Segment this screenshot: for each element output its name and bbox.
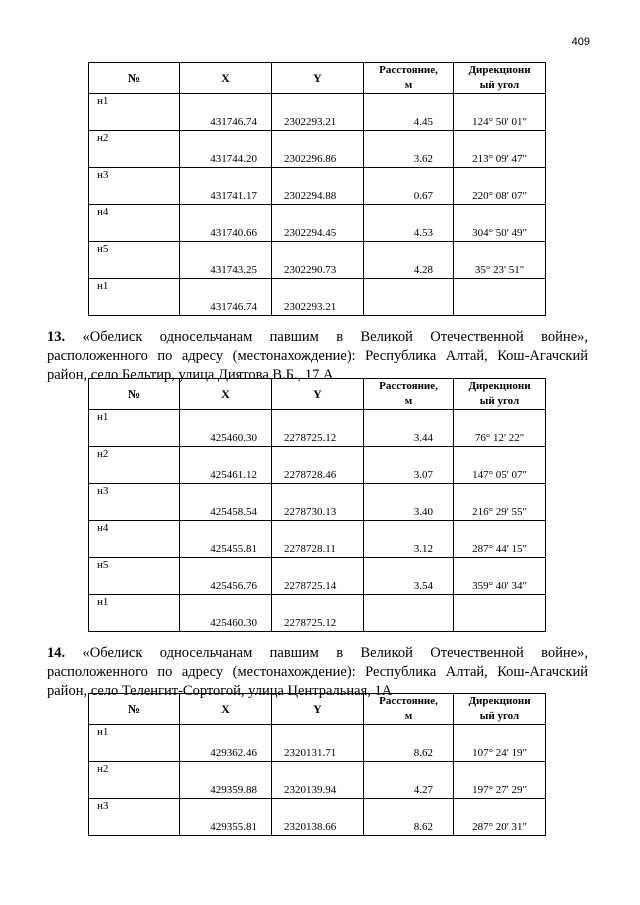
distance-cell: 4.45 (364, 94, 454, 131)
x-coordinate-cell: 425461.12 (180, 447, 272, 484)
table-row (89, 484, 546, 521)
distance-cell: 3.44 (364, 410, 454, 447)
coordinates-table-2 (88, 378, 546, 632)
header-direction-angle: Дирекциони ый угол (454, 379, 546, 410)
table-row (89, 521, 546, 558)
header-distance: Расстояние, м (364, 63, 454, 94)
direction-angle-cell: 287° 20' 31" (454, 799, 546, 836)
x-coordinate-cell: 429359.88 (180, 762, 272, 799)
table-header-row (89, 379, 546, 410)
table-row (89, 725, 546, 762)
x-coordinate-cell: 425455.81 (180, 521, 272, 558)
direction-angle-cell (454, 595, 546, 632)
distance-cell (364, 595, 454, 632)
header-direction-angle: Дирекциони ый угол (454, 694, 546, 725)
point-label-cell: н3 (89, 168, 180, 205)
table-row (89, 94, 546, 131)
point-label-cell: н1 (89, 725, 180, 762)
table-row (89, 447, 546, 484)
table-row (89, 279, 546, 316)
table-row (89, 410, 546, 447)
direction-angle-cell: 220° 08' 07" (454, 168, 546, 205)
x-coordinate-cell: 431746.74 (180, 94, 272, 131)
table-row (89, 558, 546, 595)
header-y: Y (272, 379, 364, 410)
x-coordinate-cell: 429355.81 (180, 799, 272, 836)
x-coordinate-cell: 431746.74 (180, 279, 272, 316)
y-coordinate-cell: 2302294.88 (272, 168, 364, 205)
distance-cell: 8.62 (364, 799, 454, 836)
distance-cell: 4.53 (364, 205, 454, 242)
coordinates-table-1 (88, 62, 546, 316)
direction-angle-cell: 124° 50' 01" (454, 94, 546, 131)
distance-cell: 3.12 (364, 521, 454, 558)
direction-angle-cell: 76° 12' 22" (454, 410, 546, 447)
point-label-cell: н1 (89, 410, 180, 447)
direction-angle-cell: 213° 09' 47" (454, 131, 546, 168)
x-coordinate-cell: 425460.30 (180, 410, 272, 447)
x-coordinate-cell: 429362.46 (180, 725, 272, 762)
distance-cell: 3.07 (364, 447, 454, 484)
point-label-cell: н4 (89, 205, 180, 242)
table-row (89, 595, 546, 632)
header-y: Y (272, 694, 364, 725)
point-label-cell: н1 (89, 94, 180, 131)
distance-cell: 3.62 (364, 131, 454, 168)
table-header-row (89, 694, 546, 725)
distance-cell: 4.27 (364, 762, 454, 799)
x-coordinate-cell: 431740.66 (180, 205, 272, 242)
point-label-cell: н1 (89, 595, 180, 632)
point-label-cell: н2 (89, 447, 180, 484)
point-label-cell: н1 (89, 279, 180, 316)
distance-cell (364, 279, 454, 316)
header-num: № (89, 694, 180, 725)
y-coordinate-cell: 2320139.94 (272, 762, 364, 799)
header-distance: Расстояние, м (364, 694, 454, 725)
header-x: X (180, 379, 272, 410)
y-coordinate-cell: 2320131.71 (272, 725, 364, 762)
point-label-cell: н3 (89, 484, 180, 521)
table-row (89, 762, 546, 799)
table-row (89, 242, 546, 279)
section-14-text: 14. «Обелиск односельчанам павшим в Великой Отечественной войне», расположенного по адресу (местонахождение): Республика Алтай, Кош-Агачский район, село Теленгит-Сортогой, улица Центральная, 1А (47, 645, 588, 699)
section-14-number: 14. (47, 645, 66, 661)
y-coordinate-cell: 2302290.73 (272, 242, 364, 279)
x-coordinate-cell: 425456.76 (180, 558, 272, 595)
y-coordinate-cell: 2320138.66 (272, 799, 364, 836)
direction-angle-cell: 197° 27' 29" (454, 762, 546, 799)
direction-angle-cell: 304° 50' 49" (454, 205, 546, 242)
direction-angle-cell: 35° 23' 51" (454, 242, 546, 279)
point-label-cell: н4 (89, 521, 180, 558)
table-row (89, 131, 546, 168)
header-y: Y (272, 63, 364, 94)
table-header-row (89, 63, 546, 94)
x-coordinate-cell: 431741.17 (180, 168, 272, 205)
direction-angle-cell: 147° 05' 07" (454, 447, 546, 484)
header-direction-angle: Дирекциони ый угол (454, 63, 546, 94)
x-coordinate-cell: 431743.25 (180, 242, 272, 279)
y-coordinate-cell: 2278725.12 (272, 595, 364, 632)
table-row (89, 205, 546, 242)
header-x: X (180, 63, 272, 94)
y-coordinate-cell: 2278730.13 (272, 484, 364, 521)
direction-angle-cell: 107° 24' 19" (454, 725, 546, 762)
table-row (89, 799, 546, 836)
y-coordinate-cell: 2278728.46 (272, 447, 364, 484)
direction-angle-cell (454, 279, 546, 316)
section-13-number: 13. (47, 329, 66, 345)
point-label-cell: н3 (89, 799, 180, 836)
distance-cell: 4.28 (364, 242, 454, 279)
direction-angle-cell: 359° 40' 34" (454, 558, 546, 595)
header-distance: Расстояние, м (364, 379, 454, 410)
y-coordinate-cell: 2278725.12 (272, 410, 364, 447)
distance-cell: 8.62 (364, 725, 454, 762)
x-coordinate-cell: 431744.20 (180, 131, 272, 168)
x-coordinate-cell: 425460.30 (180, 595, 272, 632)
section-13-text: 13. «Обелиск односельчанам павшим в Великой Отечественной войне», расположенного по адресу (местонахождение): Республика Алтай, Кош-Агачский район, село Бельтир, улица Диятова В.Б., 17 А (47, 329, 588, 383)
table-row (89, 168, 546, 205)
x-coordinate-cell: 425458.54 (180, 484, 272, 521)
point-label-cell: н5 (89, 558, 180, 595)
y-coordinate-cell: 2278728.11 (272, 521, 364, 558)
y-coordinate-cell: 2302293.21 (272, 279, 364, 316)
header-num: № (89, 379, 180, 410)
header-x: X (180, 694, 272, 725)
direction-angle-cell: 216° 29' 55" (454, 484, 546, 521)
point-label-cell: н2 (89, 762, 180, 799)
point-label-cell: н5 (89, 242, 180, 279)
point-label-cell: н2 (89, 131, 180, 168)
page-number: 409 (571, 36, 590, 48)
y-coordinate-cell: 2278725.14 (272, 558, 364, 595)
y-coordinate-cell: 2302294.45 (272, 205, 364, 242)
direction-angle-cell: 287° 44' 15" (454, 521, 546, 558)
y-coordinate-cell: 2302296.86 (272, 131, 364, 168)
distance-cell: 3.40 (364, 484, 454, 521)
coordinates-table-3 (88, 693, 546, 836)
y-coordinate-cell: 2302293.21 (272, 94, 364, 131)
distance-cell: 0.67 (364, 168, 454, 205)
header-num: № (89, 63, 180, 94)
distance-cell: 3.54 (364, 558, 454, 595)
